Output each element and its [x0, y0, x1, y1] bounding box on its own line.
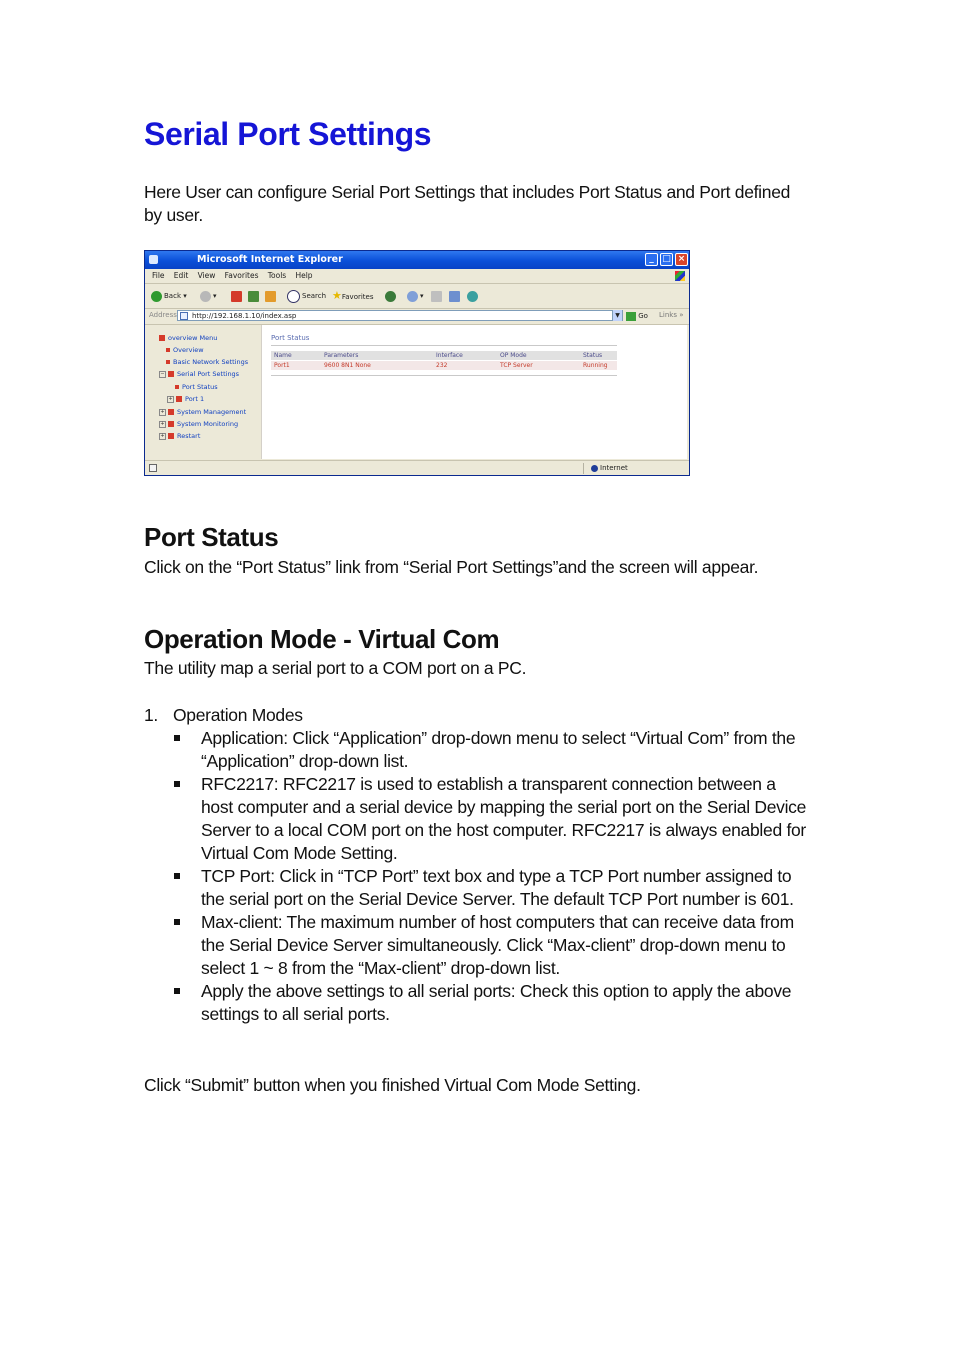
tree-overview-menu[interactable]: overview Menu: [159, 334, 217, 342]
menu-file[interactable]: File: [152, 271, 165, 280]
edit-page-icon: [449, 291, 460, 302]
minimize-icon[interactable]: _: [645, 253, 658, 266]
print-icon: [431, 291, 442, 302]
table-cell: Running: [580, 361, 617, 371]
table-cell: TCP Server: [497, 361, 580, 371]
mail-button[interactable]: ▾: [407, 289, 424, 303]
messenger-button[interactable]: [467, 289, 480, 303]
divider: [271, 345, 617, 346]
address-bar: [145, 308, 689, 325]
node-icon: [166, 360, 170, 364]
folder-icon: [168, 421, 174, 427]
mail-icon: [407, 291, 418, 302]
security-zone: Internet: [591, 461, 628, 475]
address-input[interactable]: [177, 310, 623, 321]
browser-titlebar: [145, 251, 689, 269]
list-title: Operation Modes: [173, 705, 303, 725]
nav-tree: [147, 325, 262, 459]
history-icon: [385, 291, 396, 302]
ie-icon: [149, 255, 158, 264]
menu-view[interactable]: View: [197, 271, 216, 280]
bullet-icon: [174, 919, 180, 925]
port-status-table: [271, 351, 617, 370]
close-icon[interactable]: ×: [675, 253, 688, 266]
table-header-row: [271, 351, 617, 361]
folder-icon: [168, 371, 174, 377]
menu-help[interactable]: Help: [295, 271, 313, 280]
folder-icon: [168, 409, 174, 415]
tree-restart[interactable]: + Restart: [160, 432, 201, 440]
column-header: Interface: [433, 351, 497, 361]
go-button[interactable]: Go: [626, 311, 648, 321]
home-icon: [265, 291, 276, 302]
address-url: http://192.168.1.10/index.asp: [192, 312, 297, 320]
forward-button[interactable]: ▾: [200, 289, 217, 303]
list-item: RFC2217: RFC2217 is used to establish a transparent connection between a host computer and a serial device by mapping the serial port on the Serial Device Server to a local COM port on the host computer. RFC2217 is always enabled for Virtual Com Mode Setting.: [172, 773, 812, 865]
expand-icon[interactable]: +: [160, 420, 165, 427]
section-heading-operation-mode: Operation Mode - Virtual Com: [144, 624, 500, 654]
search-icon: [287, 290, 300, 303]
node-icon: [166, 348, 170, 352]
operation-modes-list: [172, 727, 812, 1026]
menu-edit[interactable]: Edit: [173, 271, 189, 280]
page-done-icon: [149, 464, 157, 472]
column-header: Name: [271, 351, 321, 361]
folder-icon: [159, 335, 165, 341]
bullet-icon: [174, 988, 180, 994]
column-header: Parameters: [321, 351, 433, 361]
globe-icon: [591, 465, 598, 472]
page-icon: [180, 312, 188, 320]
browser-screenshot: [144, 250, 690, 476]
port-status-paragraph: Click on the “Port Status” link from “Serial Port Settings”and the screen will appear.: [144, 557, 759, 577]
tree-basic-network-settings[interactable]: Basic Network Settings: [166, 358, 248, 366]
star-icon: ★: [332, 289, 342, 302]
node-icon: [175, 385, 179, 389]
maximize-icon[interactable]: □: [660, 253, 673, 266]
numbered-list-item: [144, 704, 303, 727]
list-item: Max-client: The maximum number of host computers that can receive data from the Serial Device Server simultaneously. Click “Max-client” drop-down menu to select 1 ~ 8 from the “Max-client” drop-down list.: [172, 911, 812, 980]
folder-icon: [168, 433, 174, 439]
expand-icon[interactable]: +: [160, 408, 165, 415]
table-cell: Port1: [271, 361, 321, 371]
expand-icon[interactable]: +: [168, 395, 173, 402]
menu-favorites[interactable]: Favorites: [224, 271, 259, 280]
list-item: Apply the above settings to all serial ports: Check this option to apply the above settings to all serial ports.: [172, 980, 812, 1026]
stop-button[interactable]: [231, 289, 244, 303]
tree-overview[interactable]: Overview: [166, 346, 204, 354]
browser-content: [147, 325, 687, 459]
refresh-icon: [248, 291, 259, 302]
browser-menubar: [145, 269, 689, 284]
content-heading: Port Status: [271, 334, 310, 342]
back-arrow-icon: [151, 291, 162, 302]
browser-title: Microsoft Internet Explorer: [197, 254, 343, 265]
operation-mode-paragraph: The utility map a serial port to a COM port on a PC.: [144, 658, 527, 678]
divider: [583, 463, 584, 474]
address-label: Address: [149, 311, 177, 319]
collapse-icon[interactable]: −: [160, 370, 165, 377]
forward-arrow-icon: [200, 291, 211, 302]
windows-logo-icon: [675, 271, 685, 281]
address-dropdown-icon[interactable]: ▼: [612, 310, 622, 321]
divider: [271, 375, 617, 376]
tree-port-status[interactable]: Port Status: [175, 383, 218, 391]
stop-icon: [231, 291, 242, 302]
history-button[interactable]: [385, 289, 398, 303]
tree-system-management[interactable]: + System Management: [160, 408, 247, 416]
page-title: Serial Port Settings: [144, 116, 432, 152]
expand-icon[interactable]: +: [160, 432, 165, 439]
tree-port-1[interactable]: + Port 1: [168, 395, 205, 403]
column-header: Status: [580, 351, 617, 361]
tree-system-monitoring[interactable]: + System Monitoring: [160, 420, 239, 428]
links-button[interactable]: Links »: [659, 311, 684, 319]
back-button[interactable]: Back ▾: [151, 289, 187, 303]
messenger-icon: [467, 291, 478, 302]
list-number: 1.: [144, 705, 158, 725]
closing-paragraph: Click “Submit” button when you finished Virtual Com Mode Setting.: [144, 1075, 641, 1095]
favorites-button[interactable]: ★Favorites: [332, 289, 374, 302]
go-arrow-icon: [626, 312, 636, 321]
edit-button[interactable]: [449, 289, 462, 303]
intro-paragraph: Here User can configure Serial Port Settings that includes Port Status and Port defined by user.: [144, 182, 791, 225]
list-item: TCP Port: Click in “TCP Port” text box and type a TCP Port number assigned to the serial port on the Serial Device Server. The default TCP Port number is 601.: [172, 865, 812, 911]
menu-tools[interactable]: Tools: [267, 271, 287, 280]
table-cell: 9600 8N1 None: [321, 361, 433, 371]
list-item: Application: Click “Application” drop-down menu to select “Virtual Com” from the “Application” drop-down list.: [172, 727, 812, 773]
print-button[interactable]: [431, 289, 444, 303]
refresh-button[interactable]: [248, 289, 261, 303]
bullet-icon: [174, 735, 180, 741]
search-button[interactable]: Search: [287, 289, 326, 303]
browser-statusbar: [145, 460, 689, 475]
bullet-icon: [174, 873, 180, 879]
home-button[interactable]: [265, 289, 278, 303]
section-heading-port-status: Port Status: [144, 522, 279, 552]
folder-icon: [176, 396, 182, 402]
browser-toolbar: [145, 284, 689, 309]
column-header: OP Mode: [497, 351, 580, 361]
tree-serial-port-settings[interactable]: − Serial Port Settings: [160, 370, 240, 378]
table-row: [271, 361, 617, 371]
bullet-icon: [174, 781, 180, 787]
table-cell: 232: [433, 361, 497, 371]
